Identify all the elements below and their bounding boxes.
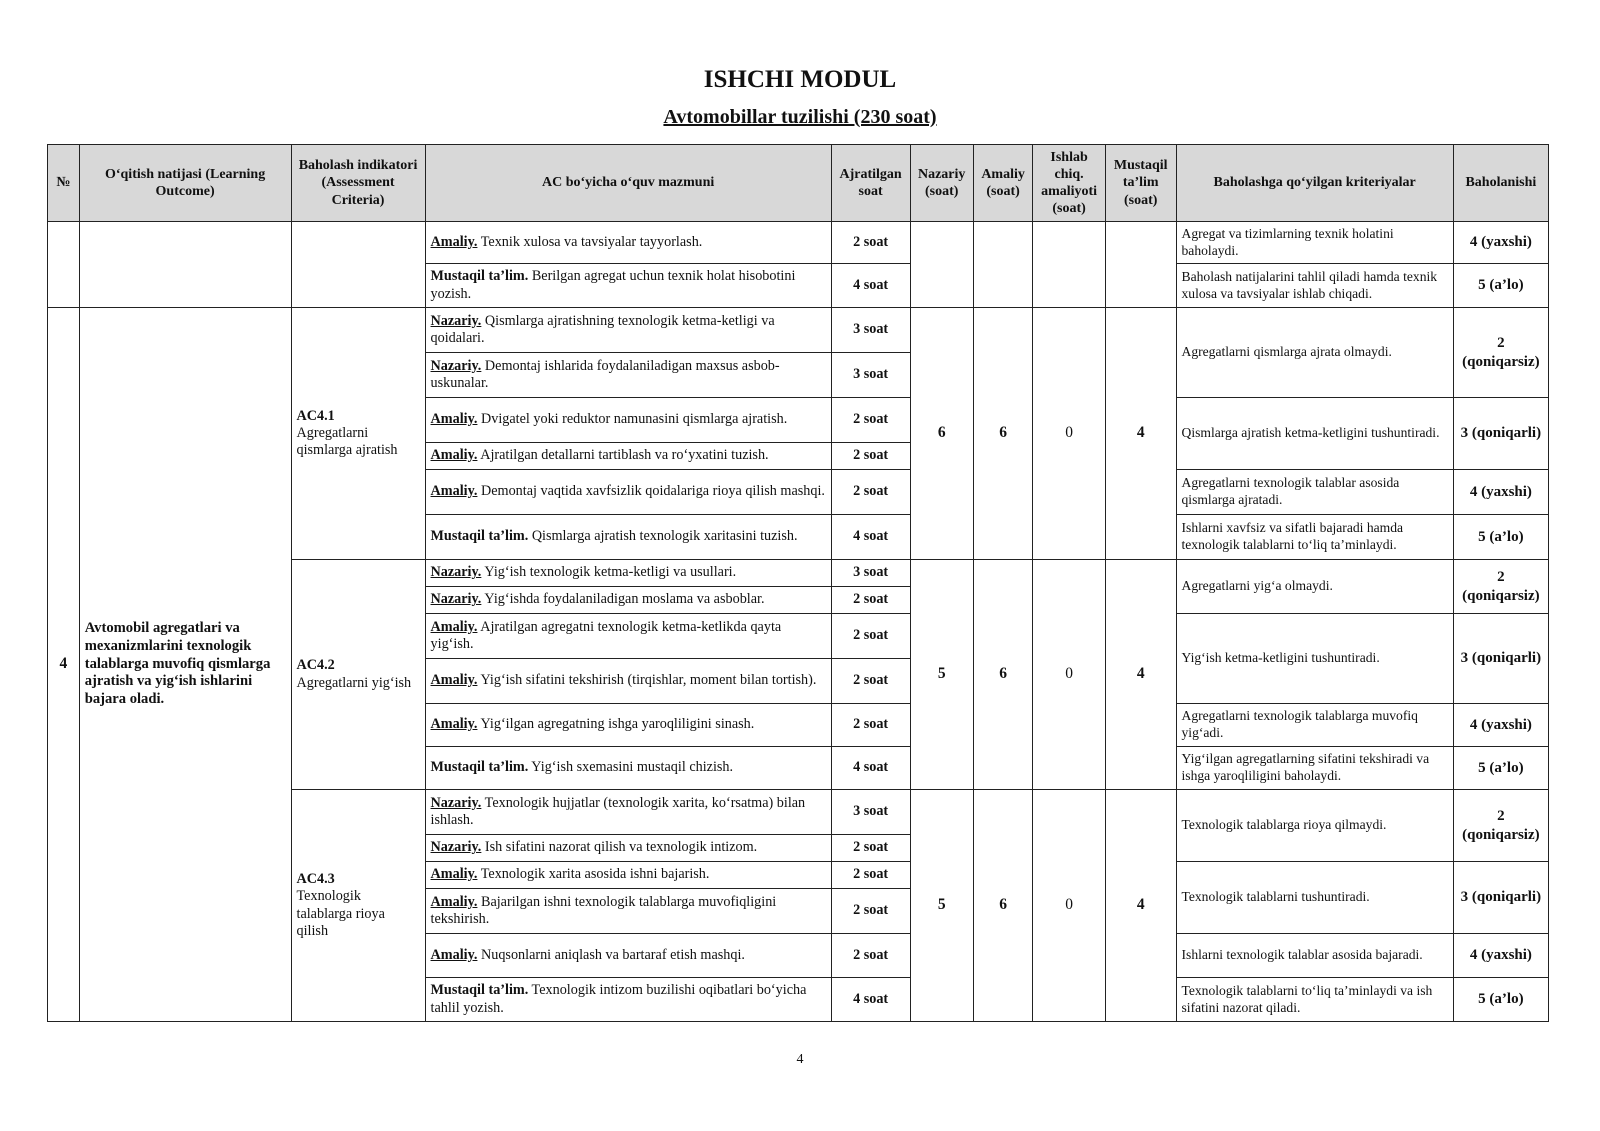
content-type-label: Mustaqil ta’lim. <box>430 528 529 545</box>
hours-cell: 2 soat <box>831 835 910 862</box>
content-type-label: Amaliy. <box>430 411 478 428</box>
content-text: Demontaj vaqtida xavfsizlik qoidalariga rioya qilish mashqi. <box>477 483 825 500</box>
empty-cell <box>291 222 425 308</box>
learning-outcome: Avtomobil agregatlari va mexanizmlarini texnologik talablarga muvofiq qismlarga ajratish va yig‘ish ishlarini bajara oladi. <box>79 308 291 1022</box>
content-cell <box>425 587 831 614</box>
content-type-label: Amaliy. <box>430 483 478 500</box>
content-type-label: Nazariy. <box>430 591 482 608</box>
header-num: № <box>48 145 80 222</box>
header-production: Ishlab chiq. amaliyoti (soat) <box>1033 145 1106 222</box>
content-text: Yig‘ishda foydalaniladigan moslama va asboblar. <box>481 591 765 608</box>
content-text: Ajratilgan detallarni tartiblash va ro‘yxatini tuzish. <box>477 447 769 464</box>
content-cell <box>425 222 831 264</box>
header-criteria: Baholashga qo‘yilgan kriteriyalar <box>1176 145 1453 222</box>
theory-hours: 5 <box>910 790 973 1022</box>
criteria-cell: Agregatlarni texnologik talablarga muvofiq yig‘adi. <box>1176 704 1453 747</box>
content-text: Ish sifatini nazorat qilish va texnologik intizom. <box>481 839 758 856</box>
content-type-label: Nazariy. <box>430 564 482 581</box>
content-cell <box>425 889 831 934</box>
hours-cell: 2 soat <box>831 934 910 978</box>
criteria-cell: Baholash natijalarini tahlil qiladi hamda texnik xulosa va tavsiyalar ishlab chiqadi. <box>1176 264 1453 308</box>
content-text: Bajarilgan ishni texnologik talablarga muvofiqligini tekshirish. <box>430 893 777 927</box>
empty-cell <box>79 222 291 308</box>
content-type-label: Amaliy. <box>430 618 478 635</box>
content-text: Berilgan agregat uchun texnik holat hisobotini yozish. <box>430 268 796 302</box>
grade-cell: 2 (qoniqarsiz) <box>1453 560 1548 614</box>
content-text: Qismlarga ajratishning texnologik ketma-ketligi va qoidalari. <box>430 312 775 346</box>
hours-cell: 4 soat <box>831 515 910 560</box>
content-cell <box>425 978 831 1022</box>
criteria-cell: Agregat va tizimlarning texnik holatini baholaydi. <box>1176 222 1453 264</box>
grade-cell: 5 (a’lo) <box>1453 264 1548 308</box>
hours-cell: 3 soat <box>831 560 910 587</box>
hours-cell: 2 soat <box>831 470 910 515</box>
content-text: Texnologik hujjatlar (texnologik xarita, ko‘rsatma) bilan ishlash. <box>430 794 806 828</box>
content-type-label: Mustaqil ta’lim. <box>430 759 529 776</box>
ac-code: AC4.1 <box>296 407 335 424</box>
content-cell <box>425 470 831 515</box>
grade-cell: 3 (qoniqarli) <box>1453 862 1548 934</box>
hours-cell: 4 soat <box>831 978 910 1022</box>
header-practice: Amaliy (soat) <box>973 145 1032 222</box>
grade-cell: 2 (qoniqarsiz) <box>1453 790 1548 862</box>
hours-cell: 2 soat <box>831 443 910 470</box>
theory-hours: 5 <box>910 560 973 790</box>
practice-hours: 6 <box>973 560 1032 790</box>
module-table <box>47 144 1549 1022</box>
content-type-label: Mustaqil ta’lim. <box>430 268 529 285</box>
production-hours: 0 <box>1033 308 1106 560</box>
page-title: ISHCHI MODUL <box>703 66 897 93</box>
content-cell <box>425 353 831 398</box>
grade-cell: 4 (yaxshi) <box>1453 704 1548 747</box>
content-text: Nuqsonlarni aniqlash va bartaraf etish mashqi. <box>477 946 745 963</box>
content-cell <box>425 835 831 862</box>
ac-code: AC4.3 <box>296 870 335 887</box>
grade-cell: 4 (yaxshi) <box>1453 222 1548 264</box>
header-grade: Baholanishi <box>1453 145 1548 222</box>
content-text: Texnologik xarita asosida ishni bajarish. <box>477 866 710 883</box>
criteria-cell: Yig‘ish ketma-ketligini tushuntiradi. <box>1176 614 1453 704</box>
grade-cell: 3 (qoniqarli) <box>1453 614 1548 704</box>
content-cell <box>425 308 831 353</box>
independent-hours: 4 <box>1105 790 1176 1022</box>
content-type-label: Nazariy. <box>430 794 482 811</box>
content-type-label: Amaliy. <box>430 866 478 883</box>
hours-cell: 4 soat <box>831 747 910 790</box>
header-hours: Ajratilgan soat <box>831 145 910 222</box>
module-subtitle: Avtomobillar tuzilishi (230 soat) <box>663 106 937 128</box>
content-type-label: Mustaqil ta’lim. <box>430 982 529 999</box>
content-text: Demontaj ishlarida foydalaniladigan maxsus asbob-uskunalar. <box>430 357 780 391</box>
content-type-label: Amaliy. <box>430 233 478 250</box>
content-cell <box>425 398 831 443</box>
content-type-label: Amaliy. <box>430 447 478 464</box>
grade-cell: 5 (a’lo) <box>1453 515 1548 560</box>
criteria-cell: Texnologik talablarni to‘liq ta’minlaydi va ish sifatini nazorat qiladi. <box>1176 978 1453 1022</box>
empty-cell <box>1033 222 1106 308</box>
empty-cell <box>910 222 973 308</box>
ac-code: AC4.2 <box>296 657 335 674</box>
page-number: 4 <box>796 1052 804 1067</box>
table-row <box>48 222 1549 264</box>
hours-cell: 3 soat <box>831 353 910 398</box>
criteria-cell: Agregatlarni texnologik talablar asosida qismlarga ajratadi. <box>1176 470 1453 515</box>
content-type-label: Nazariy. <box>430 312 482 329</box>
grade-cell: 3 (qoniqarli) <box>1453 398 1548 470</box>
content-cell <box>425 443 831 470</box>
content-cell <box>425 704 831 747</box>
content-text: Ajratilgan agregatni texnologik ketma-ketlikda qayta yig‘ish. <box>430 618 782 652</box>
content-text: Yig‘ilgan agregatning ishga yaroqliligini sinash. <box>477 716 755 733</box>
criteria-cell: Yig‘ilgan agregatlarning sifatini tekshiradi va ishga yaroqliligini baholaydi. <box>1176 747 1453 790</box>
criteria-cell: Ishlarni texnologik talablar asosida bajaradi. <box>1176 934 1453 978</box>
independent-hours: 4 <box>1105 308 1176 560</box>
hours-cell: 2 soat <box>831 398 910 443</box>
hours-cell: 4 soat <box>831 264 910 308</box>
grade-cell: 2 (qoniqarsiz) <box>1453 308 1548 398</box>
content-cell <box>425 934 831 978</box>
content-text: Qismlarga ajratish texnologik xaritasini tuzish. <box>528 528 798 545</box>
hours-cell: 3 soat <box>831 790 910 835</box>
content-text: Dvigatel yoki reduktor namunasini qismlarga ajratish. <box>477 411 788 428</box>
criteria-cell: Texnologik talablarga rioya qilmaydi. <box>1176 790 1453 862</box>
hours-cell: 3 soat <box>831 308 910 353</box>
hours-cell: 2 soat <box>831 704 910 747</box>
hours-cell: 2 soat <box>831 587 910 614</box>
content-cell <box>425 747 831 790</box>
header-indicator: Baholash indikatori (Assessment Criteria) <box>291 145 425 222</box>
grade-cell: 4 (yaxshi) <box>1453 934 1548 978</box>
table-row <box>48 308 1549 353</box>
content-text: Texnik xulosa va tavsiyalar tayyorlash. <box>477 233 703 250</box>
hours-cell: 2 soat <box>831 889 910 934</box>
independent-hours: 4 <box>1105 560 1176 790</box>
empty-cell <box>48 222 80 308</box>
ac-indicator <box>291 308 425 560</box>
content-text: Yig‘ish sxemasini mustaqil chizish. <box>528 759 734 776</box>
content-cell <box>425 614 831 659</box>
empty-cell <box>973 222 1032 308</box>
header-content: AC bo‘yicha o‘quv mazmuni <box>425 145 831 222</box>
criteria-cell: Agregatlarni qismlarga ajrata olmaydi. <box>1176 308 1453 398</box>
grade-cell: 5 (a’lo) <box>1453 978 1548 1022</box>
ac-name: Texnologik talablarga rioya qilish <box>296 888 385 939</box>
content-type-label: Amaliy. <box>430 672 478 689</box>
content-cell <box>425 862 831 889</box>
content-type-label: Nazariy. <box>430 357 482 374</box>
content-type-label: Amaliy. <box>430 946 478 963</box>
ac-name: Agregatlarni yig‘ish <box>296 674 412 691</box>
hours-cell: 2 soat <box>831 862 910 889</box>
content-type-label: Amaliy. <box>430 893 478 910</box>
production-hours: 0 <box>1033 790 1106 1022</box>
criteria-cell: Qismlarga ajratish ketma-ketligini tushuntiradi. <box>1176 398 1453 470</box>
header-theory: Nazariy (soat) <box>910 145 973 222</box>
ac-indicator <box>291 560 425 790</box>
content-type-label: Nazariy. <box>430 839 482 856</box>
content-cell <box>425 515 831 560</box>
header-independent: Mustaqil ta’lim (soat) <box>1105 145 1176 222</box>
hours-cell: 2 soat <box>831 659 910 704</box>
content-text: Yig‘ish sifatini tekshirish (tirqishlar, moment bilan tortish). <box>477 672 817 689</box>
header-outcome: O‘qitish natijasi (Learning Outcome) <box>79 145 291 222</box>
content-cell <box>425 560 831 587</box>
hours-cell: 2 soat <box>831 222 910 264</box>
content-text: Yig‘ish texnologik ketma-ketligi va usullari. <box>481 564 737 581</box>
content-cell <box>425 264 831 308</box>
section-number: 4 <box>48 308 80 1022</box>
practice-hours: 6 <box>973 790 1032 1022</box>
content-cell <box>425 790 831 835</box>
content-text: Texnologik intizom buzilishi oqibatlari bo‘yicha tahlil yozish. <box>430 982 807 1016</box>
ac-indicator <box>291 790 425 1022</box>
criteria-cell: Ishlarni xavfsiz va sifatli bajaradi hamda texnologik talablarni to‘liq ta’minlaydi. <box>1176 515 1453 560</box>
content-cell <box>425 659 831 704</box>
grade-cell: 4 (yaxshi) <box>1453 470 1548 515</box>
production-hours: 0 <box>1033 560 1106 790</box>
theory-hours: 6 <box>910 308 973 560</box>
ac-name: Agregatlarni qismlarga ajratish <box>296 424 398 459</box>
criteria-cell: Texnologik talablarni tushuntiradi. <box>1176 862 1453 934</box>
hours-cell: 2 soat <box>831 614 910 659</box>
content-type-label: Amaliy. <box>430 716 478 733</box>
empty-cell <box>1105 222 1176 308</box>
practice-hours: 6 <box>973 308 1032 560</box>
grade-cell: 5 (a’lo) <box>1453 747 1548 790</box>
criteria-cell: Agregatlarni yig‘a olmaydi. <box>1176 560 1453 614</box>
